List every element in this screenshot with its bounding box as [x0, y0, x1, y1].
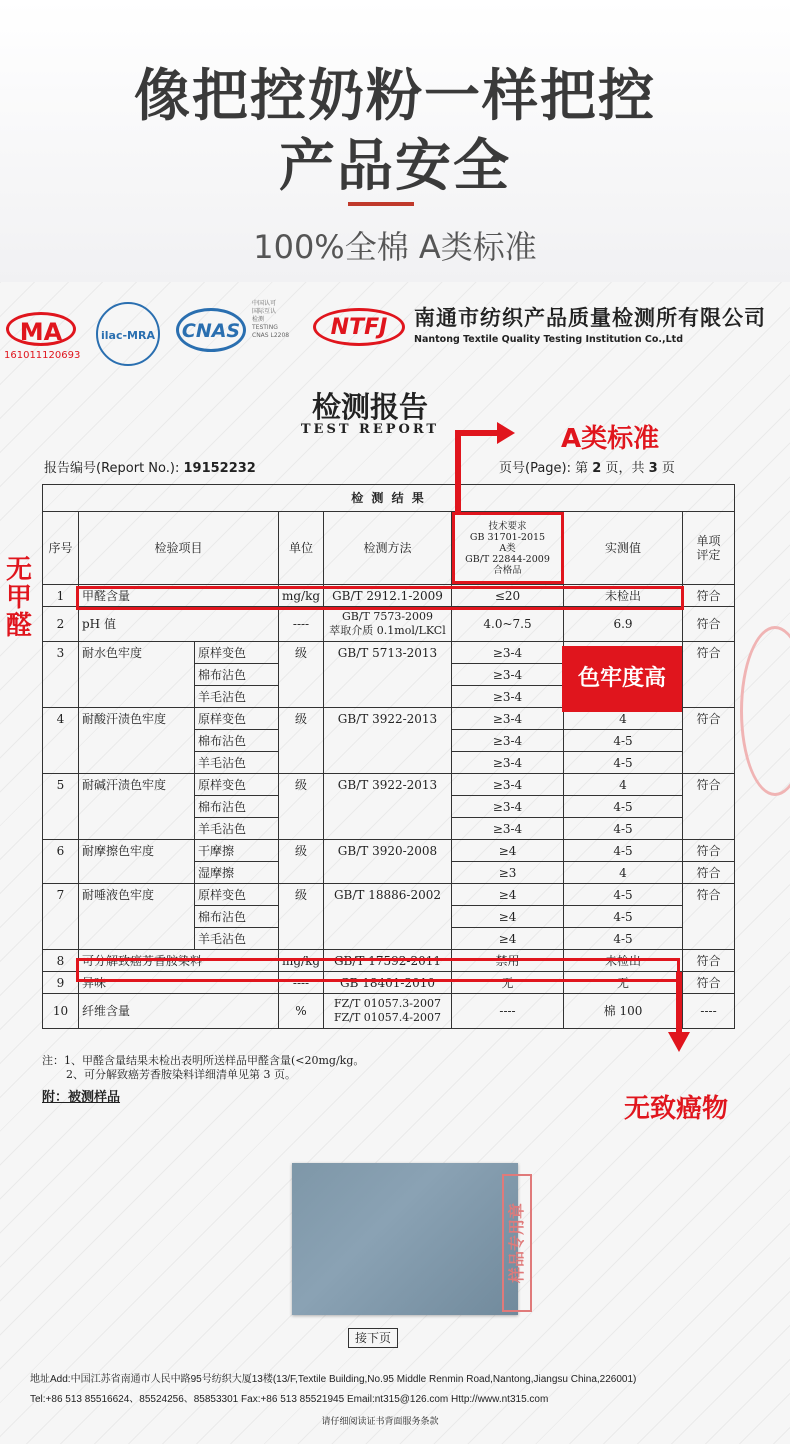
page-indicator	[499, 457, 675, 476]
ilac-mra-logo: ilac-MRA	[96, 302, 160, 366]
row-tech: ≥3-4	[452, 642, 564, 664]
headline-line1: 像把控奶粉一样把控	[134, 64, 656, 129]
header-tech: 技术要求 GB 31701-2015 A类 GB/T 22844-2009 合格品	[452, 512, 564, 585]
row-tech: 禁用	[452, 950, 564, 972]
arrow-shaft-horizontal	[455, 430, 499, 436]
row-judge: 符合	[683, 774, 735, 840]
row-item: 可分解致癌芳香胺染料	[79, 950, 279, 972]
row-unit: %	[279, 994, 324, 1029]
row-tech: ≥3	[452, 862, 564, 884]
row-tech: ≥4	[452, 928, 564, 950]
table-row	[43, 994, 735, 1029]
arrow-shaft-down	[676, 972, 682, 1034]
row-judge: 符合	[683, 708, 735, 774]
row-tech: ----	[452, 994, 564, 1029]
row-judge: 符合	[683, 862, 735, 884]
header-judge: 单项 评定	[683, 512, 735, 585]
cma-logo: MA	[6, 312, 76, 346]
row-judge: 符合	[683, 840, 735, 862]
row-subitem: 羊毛沾色	[195, 752, 279, 774]
row-measured: 4-5	[564, 818, 683, 840]
row-unit: mg/kg	[279, 585, 324, 607]
row-measured: 6.9	[564, 607, 683, 642]
a-class-label: A类标准	[561, 424, 660, 454]
arrow-head-down	[668, 1032, 690, 1052]
row-unit: ----	[279, 607, 324, 642]
row-subitem: 羊毛沾色	[195, 686, 279, 708]
header-method: 检测方法	[324, 512, 452, 585]
row-judge: 符合	[683, 972, 735, 994]
row-measured: 棉 100	[564, 994, 683, 1029]
row-subitem: 原样变色	[195, 774, 279, 796]
row-method: GB/T 3920-2008	[324, 840, 452, 884]
header-unit: 单位	[279, 512, 324, 585]
row-item: 耐摩擦色牢度	[79, 840, 195, 884]
row-subitem: 羊毛沾色	[195, 928, 279, 950]
row-method: GB/T 18886-2002	[324, 884, 452, 950]
row-subitem: 干摩擦	[195, 840, 279, 862]
row-measured: 4-5	[564, 796, 683, 818]
row-tech: ≥3-4	[452, 730, 564, 752]
header-measured: 实测值	[564, 512, 683, 585]
cma-number: 161011120693	[4, 350, 81, 361]
row-measured: 4	[564, 708, 683, 730]
row-measured: 4	[564, 862, 683, 884]
no-carcinogen-label: 无致癌物	[624, 1094, 729, 1124]
row-tech: ≥3-4	[452, 796, 564, 818]
table-row	[43, 774, 735, 796]
row-tech: ≥3-4	[452, 708, 564, 730]
row-method: GB/T 17592-2011	[324, 950, 452, 972]
row-tech: ≤20	[452, 585, 564, 607]
row-subitem: 棉布沾色	[195, 796, 279, 818]
row-method: GB/T 3922-2013	[324, 774, 452, 840]
table-row	[43, 840, 735, 862]
ntfj-logo: NTFJ	[313, 308, 405, 346]
row-seq: 4	[43, 708, 79, 774]
row-item: pH 值	[79, 607, 279, 642]
cnas-small-text: 中国认可 国际互认 检测 TESTING CNAS L2208	[252, 300, 290, 339]
row-seq: 2	[43, 607, 79, 642]
row-measured: 4	[564, 774, 683, 796]
row-seq: 9	[43, 972, 79, 994]
row-unit: 级	[279, 884, 324, 950]
no-formaldehyde-label: 无 甲 醛	[6, 555, 33, 641]
row-tech: 无	[452, 972, 564, 994]
row-seq: 10	[43, 994, 79, 1029]
report-number	[44, 457, 256, 476]
row-measured: 未检出	[564, 950, 683, 972]
row-judge: 符合	[683, 585, 735, 607]
report-title-cn: 检测报告	[311, 390, 428, 424]
row-unit: mg/kg	[279, 950, 324, 972]
row-seq: 5	[43, 774, 79, 840]
row-tech: ≥4	[452, 884, 564, 906]
row-seq: 6	[43, 840, 79, 884]
row-measured: 4-5	[564, 730, 683, 752]
page-mid: 页，共	[605, 461, 645, 476]
note-line-1: 注：1、甲醛含量结果未检出表明所送样品甲醛含量(<20mg/kg。	[42, 1054, 365, 1067]
row-item: 耐碱汗渍色牢度	[79, 774, 195, 840]
row-method: GB/T 5713-2013	[324, 642, 452, 708]
table-header-row	[43, 512, 735, 585]
continued-label: 接下页	[348, 1328, 398, 1348]
arrow-shaft-vertical	[455, 430, 461, 514]
tech-standard-highlight	[452, 512, 564, 584]
report-number-label: 报告编号(Report No.):	[44, 461, 180, 476]
fabric-sample	[292, 1163, 518, 1315]
carcinogen-row-highlight	[76, 958, 680, 982]
table-row	[43, 607, 735, 642]
page-current: 2	[592, 461, 602, 476]
row-subitem: 原样变色	[195, 642, 279, 664]
row-method: GB/T 2912.1-2009	[324, 585, 452, 607]
row-measured: 4-5	[564, 884, 683, 906]
row-method: GB/T 3922-2013	[324, 708, 452, 774]
color-fastness-label: 色牢度高	[562, 646, 682, 712]
sample-stamp: 样品专用章	[502, 1174, 532, 1312]
row-subitem: 棉布沾色	[195, 730, 279, 752]
results-title: 检 测 结 果	[43, 485, 735, 512]
row-measured: 4-5	[564, 752, 683, 774]
row-tech: ≥3-4	[452, 774, 564, 796]
row-tech: ≥4	[452, 840, 564, 862]
row-unit: 级	[279, 642, 324, 708]
report-title-en: TEST REPORT	[300, 422, 440, 437]
row-item: 耐酸汗渍色牢度	[79, 708, 195, 774]
row-measured: 4-5	[564, 840, 683, 862]
row-subitem: 原样变色	[195, 708, 279, 730]
footer-contact: Tel:+86 513 85516624、85524256、85853301 Fax:+86 513 85521945 Email:nt315@126.com Http://www.nt315.com	[30, 1394, 549, 1405]
row-method: GB/T 7573-2009 萃取介质 0.1mol/LKCl	[324, 607, 452, 642]
row-tech: ≥4	[452, 906, 564, 928]
headline-line2: 产品安全	[279, 134, 511, 199]
row-measured: 未检出	[564, 585, 683, 607]
row-tech: ≥3-4	[452, 818, 564, 840]
report-number-value: 19152232	[183, 461, 256, 476]
row-item: 异味	[79, 972, 279, 994]
title-divider	[348, 202, 414, 206]
row-judge: ----	[683, 994, 735, 1029]
row-measured: 4-5	[564, 906, 683, 928]
row-seq: 1	[43, 585, 79, 607]
row-tech: ≥3-4	[452, 664, 564, 686]
cnas-logo: CNAS	[176, 308, 246, 352]
row-unit: 级	[279, 774, 324, 840]
row-subitem: 原样变色	[195, 884, 279, 906]
row-subitem: 棉布沾色	[195, 664, 279, 686]
results-table	[42, 484, 735, 1029]
row-item: 耐唾液色牢度	[79, 884, 195, 950]
formaldehyde-row-highlight	[76, 586, 684, 610]
row-item: 甲醛含量	[79, 585, 279, 607]
row-unit: 级	[279, 840, 324, 884]
row-judge: 符合	[683, 884, 735, 950]
row-judge: 符合	[683, 950, 735, 972]
row-unit: 级	[279, 708, 324, 774]
table-row	[43, 884, 735, 906]
row-method: FZ/T 01057.3-2007 FZ/T 01057.4-2007	[324, 994, 452, 1029]
row-tech: ≥3-4	[452, 686, 564, 708]
row-measured: 无	[564, 972, 683, 994]
row-seq: 7	[43, 884, 79, 950]
institution-name-en: Nantong Textile Quality Testing Institution Co.,Ltd	[414, 334, 684, 345]
table-title-row	[43, 485, 735, 512]
row-subitem: 棉布沾色	[195, 906, 279, 928]
sample-heading: 附：被测样品	[42, 1090, 121, 1105]
row-measured: 4-5	[564, 928, 683, 950]
page-end: 页	[661, 461, 675, 476]
note-line-2: 2、可分解致癌芳香胺染料详细清单见第 3 页。	[66, 1068, 296, 1081]
footer-address: 地址Add:中国江苏省南通市人民中路95号纺织大厦13楼(13/F,Textile Building,No.95 Middle Renmin Road,Nantong,Jiangsu China,226001)	[30, 1374, 637, 1385]
arrow-head-right	[497, 422, 515, 444]
row-judge: 符合	[683, 607, 735, 642]
row-subitem: 湿摩擦	[195, 862, 279, 884]
header-item: 检验项目	[79, 512, 279, 585]
footer-notice: 请仔细阅读证书背面服务条款	[321, 1417, 439, 1427]
row-tech: 4.0~7.5	[452, 607, 564, 642]
row-method: GB 18401-2010	[324, 972, 452, 994]
row-item: 纤维含量	[79, 994, 279, 1029]
row-tech: ≥3-4	[452, 752, 564, 774]
row-unit: ----	[279, 972, 324, 994]
row-judge: 符合	[683, 642, 735, 708]
page-total: 3	[648, 461, 658, 476]
headline-subtitle: 100%全棉 A类标准	[253, 228, 537, 266]
row-seq: 8	[43, 950, 79, 972]
row-item: 耐水色牢度	[79, 642, 195, 708]
row-seq: 3	[43, 642, 79, 708]
page-label: 页号(Page): 第	[499, 461, 589, 476]
header-seq: 序号	[43, 512, 79, 585]
institution-name-cn: 南通市纺织产品质量检测所有限公司	[414, 306, 766, 330]
row-subitem: 羊毛沾色	[195, 818, 279, 840]
